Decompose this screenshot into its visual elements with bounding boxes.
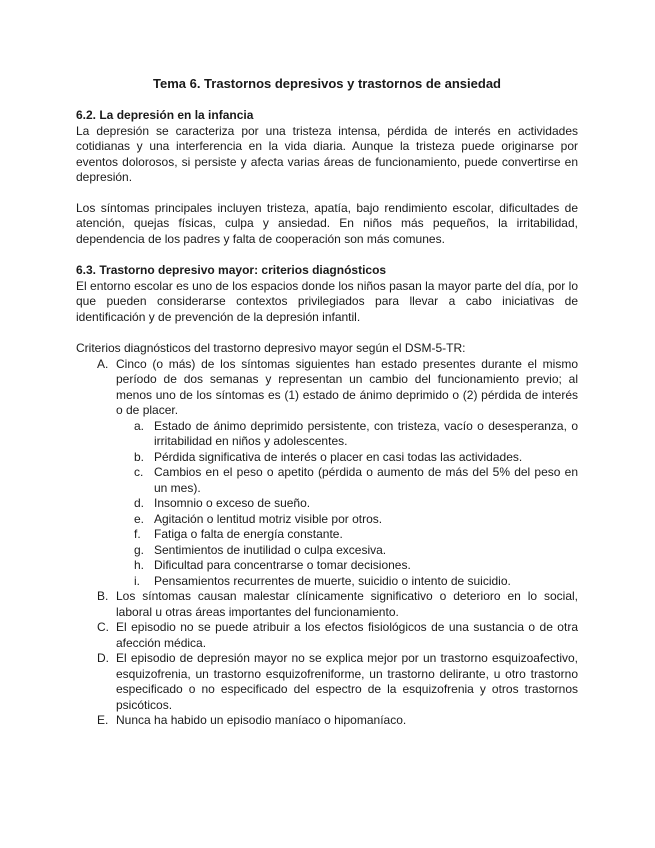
criterion-c	[76, 620, 578, 651]
criterion-d	[76, 651, 578, 713]
symptom-marker: i.	[134, 573, 140, 588]
symptom-item	[116, 543, 578, 559]
symptom-item	[116, 512, 578, 528]
symptom-marker: h.	[134, 558, 145, 572]
section-heading-6-2: 6.2. La depresión en la infancia	[76, 108, 254, 122]
symptom-marker: d.	[134, 496, 145, 510]
document-page	[76, 76, 578, 729]
symptom-marker: e.	[134, 511, 145, 526]
criterion-a	[76, 357, 578, 590]
symptom-item	[116, 450, 578, 466]
criterion-text: El episodio no se puede atribuir a los efectos fisiológicos de una sustancia o de otra afección médica.	[116, 620, 578, 650]
page-title: Tema 6. Trastornos depresivos y trastornos de ansiedad	[153, 76, 501, 91]
criterion-text: Los síntomas causan malestar clínicamente significativo o deterioro en lo social, laboral u otras áreas importantes del funcionamiento.	[116, 589, 578, 619]
criterion-marker: C.	[97, 620, 109, 634]
symptom-item	[116, 558, 578, 574]
symptom-text: Pérdida significativa de interés o placer en casi todas las actividades.	[154, 449, 523, 464]
paragraph-school-context: El entorno escolar es uno de los espacios donde los niños pasan la mayor parte del día, por lo que pueden considerarse contextos privilegiados para llevar a cabo iniciativas de identificación y de prevención de la depresión infantil.	[76, 278, 578, 324]
criterion-b	[76, 589, 578, 620]
symptom-text: Sentimientos de inutilidad o culpa excesiva.	[154, 542, 387, 557]
criterion-marker: D.	[97, 651, 109, 665]
symptom-text: Pensamientos recurrentes de muerte, suicidio o intento de suicidio.	[154, 573, 511, 588]
symptom-item	[116, 496, 578, 512]
symptom-marker: c.	[134, 465, 144, 479]
symptom-item	[116, 465, 578, 496]
symptom-marker: f.	[134, 527, 141, 541]
symptom-text: Fatiga o falta de energía constante.	[154, 527, 343, 541]
criterion-text: Cinco (o más) de los síntomas siguientes han estado presentes durante el mismo período de dos semanas y representan un cambio del funcionamiento previo; al menos uno de los síntomas es (1) estado de ánimo deprimido o (2) pérdida de interés o de placer.	[116, 356, 578, 417]
section-heading-6-3: 6.3. Trastorno depresivo mayor: criterios diagnósticos	[76, 263, 387, 277]
symptom-marker: a.	[134, 418, 145, 433]
symptom-marker: g.	[134, 542, 145, 557]
criterion-text: Nunca ha habido un episodio maníaco o hipomaníaco.	[116, 713, 407, 727]
symptom-text: Insomnio o exceso de sueño.	[154, 496, 311, 510]
symptom-text: Agitación o lentitud motriz visible por otros.	[154, 511, 383, 526]
symptom-item	[116, 574, 578, 590]
criterion-e	[76, 713, 578, 729]
criterion-marker: A.	[97, 356, 109, 371]
paragraph-main-symptoms: Los síntomas principales incluyen tristeza, apatía, bajo rendimiento escolar, dificultades de atención, quejas físicas, culpa y ansiedad. En niños más pequeños, la irritabilidad, dependencia de los padres y falta de cooperación son más comunes.	[76, 200, 578, 246]
symptom-text: Estado de ánimo deprimido persistente, con tristeza, vacío o desesperanza, o irritabilidad en niños y adolescentes.	[154, 418, 578, 448]
criteria-list	[76, 357, 578, 729]
criterion-marker: E.	[97, 713, 109, 727]
paragraph-depression-definition: La depresión se caracteriza por una tristeza intensa, pérdida de interés en actividades cotidianas y una interferencia en la vida diaria. Aunque la tristeza puede originarse por eventos dolorosos, si persiste y afecta varias áreas de funcionamiento, puede convertirse en depresión.	[76, 123, 578, 184]
symptom-marker: b.	[134, 449, 145, 464]
symptom-item	[116, 419, 578, 450]
symptom-text: Dificultad para concentrarse o tomar decisiones.	[154, 558, 411, 572]
symptom-text: Cambios en el peso o apetito (pérdida o aumento de más del 5% del peso en un mes).	[154, 465, 578, 495]
criteria-intro: Criterios diagnósticos del trastorno depresivo mayor según el DSM-5-TR:	[76, 341, 466, 355]
criterion-marker: B.	[97, 589, 109, 603]
criterion-text: El episodio de depresión mayor no se explica mejor por un trastorno esquizoafectivo, esquizofrenia, un trastorno esquizofreniforme, un trastorno delirante, u otro trastorno especificado o no especificado del espectro de la esquizofrenia y otros trastornos psicóticos.	[116, 651, 578, 712]
symptom-list	[116, 419, 578, 590]
symptom-item	[116, 527, 578, 543]
